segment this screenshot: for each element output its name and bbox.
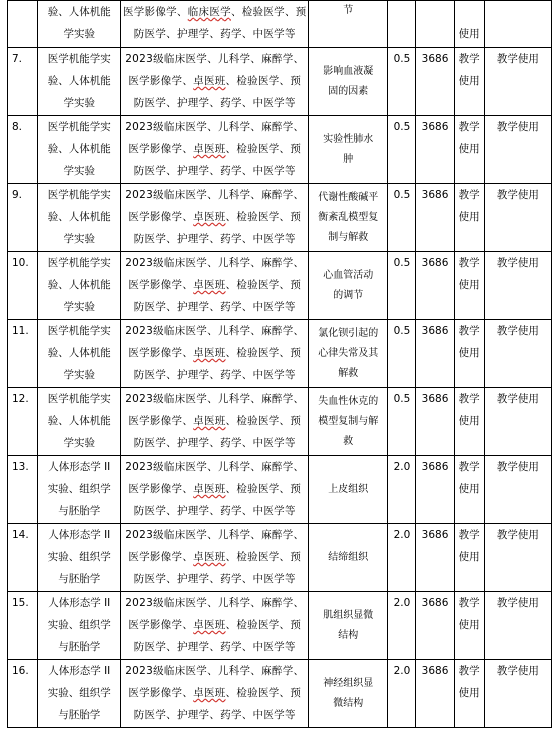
course-name-line: 医学机能学实 [47, 325, 111, 337]
cell-course-name [38, 592, 121, 660]
code-value: 3686 [421, 665, 449, 677]
text-value: 教学使用 [496, 121, 539, 133]
cell-code [416, 388, 454, 456]
course-name-line: 学实验 [63, 437, 95, 449]
cell-course-name [38, 388, 121, 456]
class-line: 2023级临床医学、儿科学、麻醉学、 [125, 53, 305, 65]
cell-class [121, 48, 309, 116]
use-line: 使用 [458, 619, 480, 631]
course-name-line: 实验、组织学 [47, 483, 111, 495]
cell-text [484, 456, 551, 524]
row-number: 12. [12, 393, 29, 405]
project-line: 影响血液凝 [323, 65, 374, 77]
code-value: 3686 [421, 189, 449, 201]
use-line: 教学 [458, 393, 480, 405]
cell-course-name [38, 320, 121, 388]
project-line: 的调节 [333, 289, 364, 301]
cell-hours [388, 456, 416, 524]
class-line: 2023级临床医学、儿科学、麻醉学、 [125, 189, 305, 201]
table-row [8, 660, 552, 728]
cell-hours [388, 388, 416, 456]
project-line: 救 [343, 435, 354, 447]
project-line: 固的因素 [328, 85, 369, 97]
class-line: 医学影像学、卓医班、检验医学、预 [128, 619, 302, 631]
course-name-line: 验、人体机能 [47, 6, 111, 18]
use-line: 教学 [458, 597, 480, 609]
cell-class [121, 592, 309, 660]
course-name-line: 医学机能学实 [47, 393, 111, 405]
class-line: 医学影像学、卓医班、检验医学、预 [128, 211, 302, 223]
cell-project [309, 388, 388, 456]
course-name-line: 实验、组织学 [47, 687, 111, 699]
cell-code [416, 1, 454, 48]
code-value: 3686 [421, 325, 449, 337]
course-name-line: 学实验 [63, 97, 95, 109]
course-name-line: 验、人体机能 [47, 347, 111, 359]
cell-text [484, 388, 551, 456]
code-value: 3686 [421, 393, 449, 405]
cell-no [8, 388, 38, 456]
cell-hours [388, 592, 416, 660]
class-name-wavy: 卓医班 [193, 619, 226, 631]
class-line: 防医学、护理学、药学、中医学等 [133, 369, 296, 381]
course-name-line: 验、人体机能 [47, 279, 111, 291]
class-line: 医学影像学、卓医班、检验医学、预 [128, 415, 302, 427]
text-value: 教学使用 [496, 325, 539, 337]
class-line: 防医学、护理学、药学、中医学等 [133, 165, 296, 177]
cell-use [454, 1, 484, 48]
project-line: 神经组织显 [323, 677, 374, 689]
class-line: 防医学、护理学、药学、中医学等 [133, 28, 296, 40]
experiment-schedule-table [7, 0, 552, 728]
cell-hours [388, 660, 416, 728]
use-line: 使用 [458, 551, 480, 563]
cell-course-name [38, 456, 121, 524]
class-line: 医学影像学、卓医班、检验医学、预 [128, 551, 302, 563]
cell-class [121, 1, 309, 48]
cell-code [416, 116, 454, 184]
cell-project [309, 116, 388, 184]
cell-no [8, 660, 38, 728]
text-value: 教学使用 [496, 257, 539, 269]
text-value: 教学使用 [496, 461, 539, 473]
row-number: 16. [12, 665, 29, 677]
class-line: 防医学、护理学、药学、中医学等 [133, 573, 296, 585]
code-value: 3686 [421, 257, 449, 269]
course-name-line: 与胚胎学 [58, 709, 101, 721]
table-row [8, 252, 552, 320]
cell-no [8, 252, 38, 320]
cell-use [454, 116, 484, 184]
course-name-line: 与胚胎学 [58, 505, 101, 517]
cell-hours [388, 116, 416, 184]
project-line: 实验性肺水 [323, 133, 374, 145]
course-name-line: 人体形态学 II [48, 529, 111, 541]
cell-class [121, 660, 309, 728]
class-name-wavy: 卓医班 [193, 211, 226, 223]
use-line: 使用 [458, 143, 480, 155]
project-line: 结构 [338, 629, 359, 641]
class-line: 2023级临床医学、儿科学、麻醉学、 [125, 461, 305, 473]
cell-course-name [38, 1, 121, 48]
row-number: 9. [12, 189, 23, 201]
cell-use [454, 184, 484, 252]
cell-no [8, 116, 38, 184]
cell-course-name [38, 48, 121, 116]
cell-text [484, 592, 551, 660]
cell-hours [388, 1, 416, 48]
course-name-line: 验、人体机能 [47, 143, 111, 155]
row-number: 10. [12, 257, 29, 269]
code-value: 3686 [421, 53, 449, 65]
class-line: 2023级临床医学、儿科学、麻醉学、 [125, 393, 305, 405]
cell-text [484, 252, 551, 320]
cell-hours [388, 252, 416, 320]
cell-use [454, 252, 484, 320]
course-name-line: 实验、组织学 [47, 551, 111, 563]
course-name-line: 学实验 [63, 233, 95, 245]
table-row [8, 184, 552, 252]
class-line: 医学影像学、卓医班、检验医学、预 [128, 279, 302, 291]
table-row [8, 456, 552, 524]
hours-value: 0.5 [393, 257, 411, 269]
class-line: 医学影像学、卓医班、检验医学、预 [128, 483, 302, 495]
row-number: 15. [12, 597, 29, 609]
hours-value: 2.0 [393, 529, 411, 541]
cell-project [309, 184, 388, 252]
class-line: 医学影像学、卓医班、检验医学、预 [128, 347, 302, 359]
cell-code [416, 320, 454, 388]
cell-no [8, 592, 38, 660]
cell-hours [388, 320, 416, 388]
cell-code [416, 48, 454, 116]
course-name-line: 医学机能学实 [47, 257, 111, 269]
class-line: 防医学、护理学、药学、中医学等 [133, 233, 296, 245]
cell-project [309, 456, 388, 524]
class-line: 2023级临床医学、儿科学、麻醉学、 [125, 121, 305, 133]
cell-project [309, 320, 388, 388]
cell-text [484, 184, 551, 252]
cell-project [309, 524, 388, 592]
row-number: 14. [12, 529, 29, 541]
class-name-wavy: 卓医班 [193, 279, 226, 291]
code-value: 3686 [421, 461, 449, 473]
project-line: 肌组织显微 [323, 609, 374, 621]
class-line: 医学影像学、临床医学、检验医学、预 [122, 6, 307, 18]
hours-value: 2.0 [393, 665, 411, 677]
course-name-line: 学实验 [63, 165, 95, 177]
use-line: 教学 [458, 325, 480, 337]
cell-use [454, 592, 484, 660]
class-name-wavy: 卓医班 [193, 143, 226, 155]
hours-value: 0.5 [393, 53, 411, 65]
cell-class [121, 320, 309, 388]
project-line: 氯化钡引起的 [318, 327, 379, 339]
cell-use [454, 388, 484, 456]
course-name-line: 验、人体机能 [47, 211, 111, 223]
cell-text [484, 660, 551, 728]
class-line: 2023级临床医学、儿科学、麻醉学、 [125, 665, 305, 677]
class-line: 2023级临床医学、儿科学、麻醉学、 [125, 529, 305, 541]
use-line: 教学 [458, 529, 480, 541]
class-line: 防医学、护理学、药学、中医学等 [133, 505, 296, 517]
project-line: 制与解救 [328, 231, 369, 243]
cell-use [454, 524, 484, 592]
course-name-line: 医学机能学实 [47, 189, 111, 201]
class-name-wavy: 卓医班 [193, 483, 226, 495]
text-value: 教学使用 [496, 597, 539, 609]
cell-class [121, 116, 309, 184]
cell-code [416, 660, 454, 728]
course-name-line: 实验、组织学 [47, 619, 111, 631]
course-name-line: 学实验 [63, 369, 95, 381]
cell-code [416, 252, 454, 320]
table-row [8, 320, 552, 388]
class-line: 防医学、护理学、药学、中医学等 [133, 301, 296, 313]
class-line: 防医学、护理学、药学、中医学等 [133, 437, 296, 449]
table-row [8, 388, 552, 456]
course-name-line: 医学机能学实 [47, 53, 111, 65]
cell-class [121, 388, 309, 456]
table-row-partial [8, 1, 552, 48]
cell-project [309, 252, 388, 320]
cell-code [416, 524, 454, 592]
project-line: 节 [343, 5, 354, 16]
table-body [8, 1, 552, 728]
use-line: 教学 [458, 53, 480, 65]
cell-project [309, 1, 388, 48]
cell-no [8, 524, 38, 592]
hours-value: 0.5 [393, 325, 411, 337]
text-value: 教学使用 [496, 665, 539, 677]
cell-no [8, 184, 38, 252]
table-row [8, 524, 552, 592]
project-line: 上皮组织 [328, 483, 369, 495]
cell-use [454, 320, 484, 388]
row-number: 7. [12, 53, 23, 65]
cell-text [484, 320, 551, 388]
row-number: 8. [12, 121, 23, 133]
use-line [455, 1, 484, 23]
text-value: 教学使用 [496, 53, 539, 65]
use-line: 使用 [458, 483, 480, 495]
hours-value: 0.5 [393, 189, 411, 201]
row-number: 11. [12, 325, 29, 337]
cell-course-name [38, 184, 121, 252]
class-line: 2023级临床医学、儿科学、麻醉学、 [125, 325, 305, 337]
use-line: 使用 [458, 211, 480, 223]
cell-no [8, 456, 38, 524]
project-line: 代谢性酸碱平 [318, 191, 379, 203]
cell-project [309, 592, 388, 660]
project-line: 模型复制与解 [318, 415, 379, 427]
hours-value: 2.0 [393, 461, 411, 473]
use-line: 使用 [458, 279, 480, 291]
row-number: 13. [12, 461, 29, 473]
cell-use [454, 48, 484, 116]
course-name-line: 与胚胎学 [58, 573, 101, 585]
cell-text [484, 48, 551, 116]
table-row [8, 48, 552, 116]
table-row [8, 116, 552, 184]
cell-no [8, 48, 38, 116]
use-line: 使用 [458, 347, 480, 359]
course-name-line: 验、人体机能 [47, 75, 111, 87]
cell-code [416, 456, 454, 524]
class-name-wavy: 卓医班 [193, 687, 226, 699]
course-name-line: 学实验 [63, 28, 95, 40]
use-line: 使用 [458, 75, 480, 87]
use-line: 使用 [458, 28, 480, 40]
hours-value: 2.0 [393, 597, 411, 609]
class-line: 2023级临床医学、儿科学、麻醉学、 [125, 597, 305, 609]
course-name-line: 人体形态学 II [48, 597, 111, 609]
cell-no [8, 320, 38, 388]
project-line: 肿 [343, 153, 354, 165]
cell-class [121, 252, 309, 320]
cell-code [416, 184, 454, 252]
cell-use [454, 456, 484, 524]
cell-course-name [38, 116, 121, 184]
project-line: 衡紊乱模型复 [318, 211, 379, 223]
class-line: 防医学、护理学、药学、中医学等 [133, 709, 296, 721]
code-value: 3686 [421, 597, 449, 609]
project-line: 心律失常及其 [318, 347, 379, 359]
cell-class [121, 184, 309, 252]
cell-course-name [38, 524, 121, 592]
use-line: 教学 [458, 461, 480, 473]
project-line: 失血性休克的 [318, 395, 379, 407]
class-name-wavy: 卓医班 [193, 415, 226, 427]
cell-text [484, 1, 551, 48]
project-line: 心血管活动 [323, 269, 374, 281]
cell-no [8, 1, 38, 48]
use-line: 使用 [458, 415, 480, 427]
cell-course-name [38, 252, 121, 320]
course-name-line: 学实验 [63, 301, 95, 313]
course-name-line: 人体形态学 II [48, 461, 111, 473]
project-line: 微结构 [333, 697, 364, 709]
cell-use [454, 660, 484, 728]
use-line: 教学 [458, 121, 480, 133]
project-line: 解救 [338, 367, 359, 379]
class-line: 医学影像学、卓医班、检验医学、预 [128, 75, 302, 87]
text-value: 教学使用 [496, 529, 539, 541]
class-line: 2023级临床医学、儿科学、麻醉学、 [125, 257, 305, 269]
hours-value: 0.5 [393, 121, 411, 133]
cell-hours [388, 524, 416, 592]
class-name-wavy: 卓医班 [193, 347, 226, 359]
cell-project [309, 660, 388, 728]
class-line: 防医学、护理学、药学、中医学等 [133, 97, 296, 109]
table-row [8, 592, 552, 660]
use-line: 教学 [458, 665, 480, 677]
use-line: 使用 [458, 687, 480, 699]
course-name-line: 验、人体机能 [47, 415, 111, 427]
class-line: 防医学、护理学、药学、中医学等 [133, 641, 296, 653]
cell-text [484, 116, 551, 184]
use-line: 教学 [458, 189, 480, 201]
project-line: 结缔组织 [328, 551, 369, 563]
cell-text [484, 524, 551, 592]
class-name-wavy: 卓医班 [193, 551, 226, 563]
text-value: 教学使用 [496, 189, 539, 201]
cell-project [309, 48, 388, 116]
use-line: 教学 [458, 257, 480, 269]
text-value: 教学使用 [496, 393, 539, 405]
course-name-line: 医学机能学实 [47, 121, 111, 133]
cell-hours [388, 48, 416, 116]
class-name-wavy: 卓医班 [193, 75, 226, 87]
cell-class [121, 524, 309, 592]
course-name-line: 与胚胎学 [58, 641, 101, 653]
cell-course-name [38, 660, 121, 728]
hours-value: 0.5 [393, 393, 411, 405]
course-name-line: 人体形态学 II [48, 665, 111, 677]
class-line: 医学影像学、卓医班、检验医学、预 [128, 143, 302, 155]
class-line: 医学影像学、卓医班、检验医学、预 [128, 687, 302, 699]
code-value: 3686 [421, 121, 449, 133]
cell-code [416, 592, 454, 660]
code-value: 3686 [421, 529, 449, 541]
cell-class [121, 456, 309, 524]
cell-hours [388, 184, 416, 252]
